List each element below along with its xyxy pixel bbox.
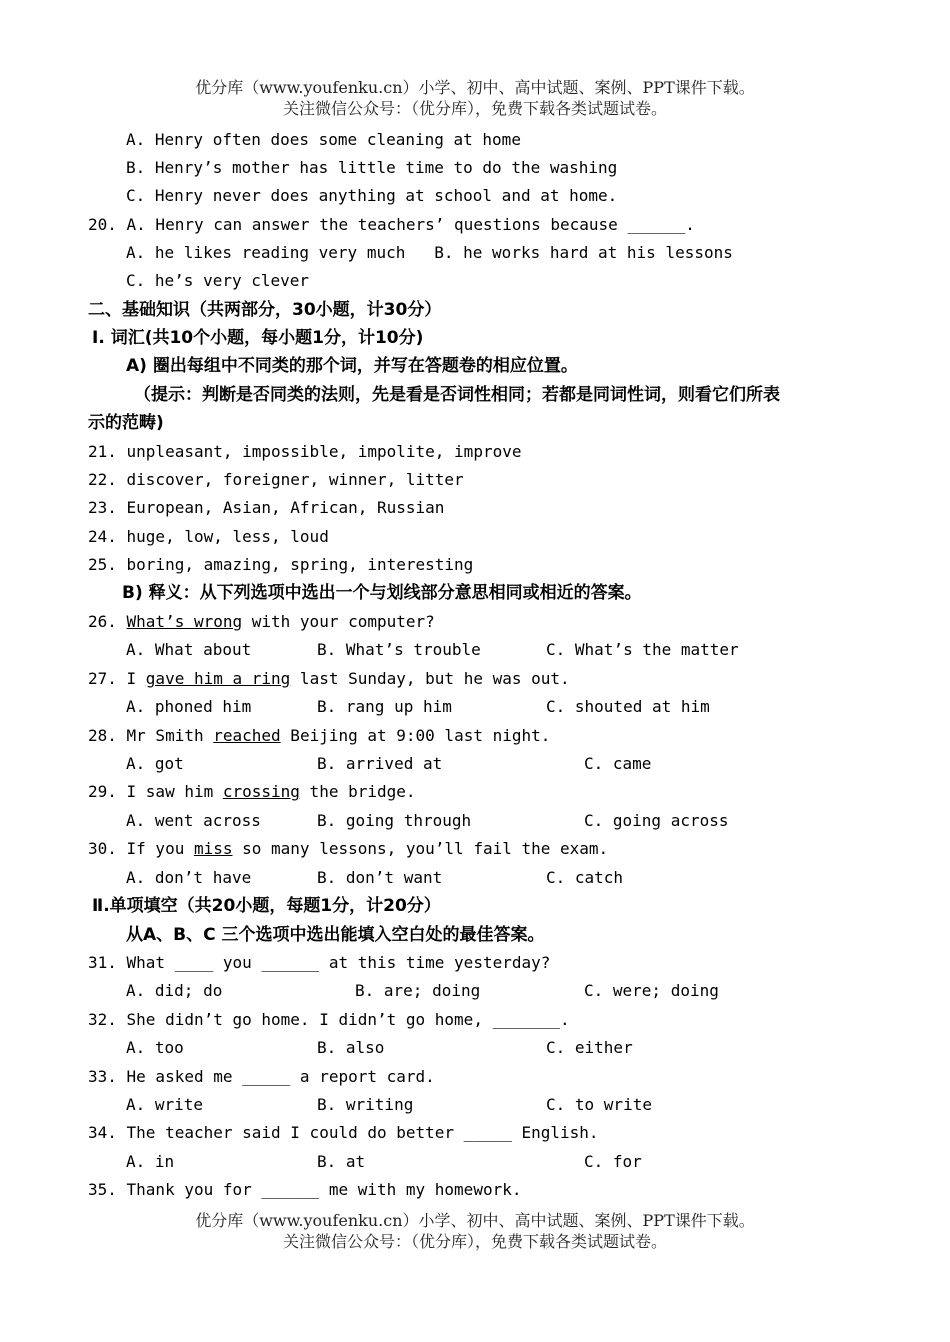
q30-underlined: miss: [193, 839, 233, 858]
q34-option-a: A. in: [126, 1152, 175, 1171]
q20-option-c: C. he’s very clever: [126, 271, 310, 290]
hint-line-2: 示的范畴): [88, 413, 164, 433]
q31-option-b: B. are; doing: [355, 981, 481, 1000]
q26-stem: [88, 608, 435, 636]
header-line-1: 优分库（www.youfenku.cn）小学、初中、高中试题、案例、PPT课件下载。: [195, 78, 755, 97]
q30-rest: so many lessons, you’ll fail the exam.: [232, 839, 609, 858]
part-a-title: A) 圈出每组中不同类的那个词，并写在答题卷的相应位置。: [126, 356, 578, 376]
q19-option-c: C. Henry never does anything at school and at home.: [126, 186, 618, 205]
q20-stem: 20. A. Henry can answer the teachers’ questions because ______.: [88, 215, 695, 234]
q32-option-b: B. also: [317, 1038, 385, 1057]
q29-stem: [88, 778, 416, 806]
q30-option-b: B. don’t want: [317, 868, 443, 887]
q26-option-b: B. What’s trouble: [317, 640, 481, 659]
q26-option-a: A. What about: [126, 640, 252, 659]
q33-option-b: B. writing: [317, 1095, 414, 1114]
q34-option-c: C. for: [584, 1152, 642, 1171]
part-2-instructions: 从A、B、C 三个选项中选出能填入空白处的最佳答案。: [126, 925, 545, 945]
part-1-title: Ⅰ. 词汇(共10个小题，每小题1分，计10分): [92, 328, 424, 348]
q34-option-b: B. at: [317, 1152, 366, 1171]
q19-option-a: A. Henry often does some cleaning at home: [126, 130, 521, 149]
q28-prefix: 28. Mr Smith: [88, 726, 214, 745]
header-line-2: 关注微信公众号：（优分库），免费下载各类试题试卷。: [282, 99, 667, 118]
footer-line-2: 关注微信公众号：（优分库），免费下载各类试题试卷。: [282, 1232, 667, 1251]
q26-underlined: What’s wrong: [126, 612, 243, 631]
vocab-item-22: 22. discover, foreigner, winner, litter: [88, 470, 464, 489]
q26-rest: with your computer?: [242, 612, 435, 631]
vocab-item-23: 23. European, Asian, African, Russian: [88, 498, 445, 517]
part-b-title: B) 释义：从下列选项中选出一个与划线部分意思相同或相近的答案。: [122, 583, 642, 603]
q29-rest: the bridge.: [299, 782, 416, 801]
q30-prefix: 30. If you: [88, 839, 194, 858]
q20-options-ab: A. he likes reading very much B. he works hard at his lessons: [126, 243, 733, 262]
q32-option-c: C. either: [546, 1038, 633, 1057]
q32-stem: 32. She didn’t go home. I didn’t go home, _______.: [88, 1010, 570, 1029]
q32-option-a: A. too: [126, 1038, 184, 1057]
vocab-item-25: 25. boring, amazing, spring, interesting: [88, 555, 474, 574]
q28-rest: Beijing at 9:00 last night.: [280, 726, 551, 745]
q31-option-a: A. did; do: [126, 981, 223, 1000]
hint-line-1: （提示：判断是否同类的法则，先是看是否词性相同；若都是同词性词，则看它们所表: [134, 385, 780, 405]
footer-line-1: 优分库（www.youfenku.cn）小学、初中、高中试题、案例、PPT课件下载。: [195, 1211, 755, 1230]
q27-prefix: 27. I: [88, 669, 146, 688]
q30-option-c: C. catch: [546, 868, 624, 887]
q28-option-c: C. came: [584, 754, 652, 773]
q31-option-c: C. were; doing: [584, 981, 719, 1000]
q33-option-c: C. to write: [546, 1095, 652, 1114]
q26-prefix: 26.: [88, 612, 127, 631]
q27-option-b: B. rang up him: [317, 697, 452, 716]
q31-stem: 31. What ____ you ______ at this time yesterday?: [88, 953, 551, 972]
q29-option-a: A. went across: [126, 811, 261, 830]
q28-option-a: A. got: [126, 754, 184, 773]
q27-underlined: gave him a ring: [145, 669, 291, 688]
q34-stem: 34. The teacher said I could do better _____ English.: [88, 1123, 599, 1142]
q29-option-b: B. going through: [317, 811, 472, 830]
q26-option-c: C. What’s the matter: [546, 640, 739, 659]
q29-option-c: C. going across: [584, 811, 729, 830]
q28-underlined: reached: [213, 726, 281, 745]
q27-option-c: C. shouted at him: [546, 697, 710, 716]
q28-stem: [88, 722, 550, 750]
q28-option-b: B. arrived at: [317, 754, 443, 773]
q33-stem: 33. He asked me _____ a report card.: [88, 1067, 435, 1086]
q35-stem: 35. Thank you for ______ me with my homework.: [88, 1180, 522, 1199]
part-2-title: Ⅱ.单项填空（共20小题，每题1分，计20分）: [92, 896, 441, 916]
q29-prefix: 29. I saw him: [88, 782, 223, 801]
q29-underlined: crossing: [222, 782, 300, 801]
vocab-item-21: 21. unpleasant, impossible, impolite, improve: [88, 442, 522, 461]
q27-option-a: A. phoned him: [126, 697, 252, 716]
q27-rest: last Sunday, but he was out.: [290, 669, 570, 688]
q27-stem: [88, 665, 570, 693]
q30-option-a: A. don’t have: [126, 868, 252, 887]
q19-option-b: B. Henry’s mother has little time to do the washing: [126, 158, 618, 177]
vocab-item-24: 24. huge, low, less, loud: [88, 527, 329, 546]
q33-option-a: A. write: [126, 1095, 204, 1114]
section-2-title: 二、基础知识（共两部分，30小题，计30分）: [88, 300, 442, 320]
q30-stem: [88, 835, 608, 863]
